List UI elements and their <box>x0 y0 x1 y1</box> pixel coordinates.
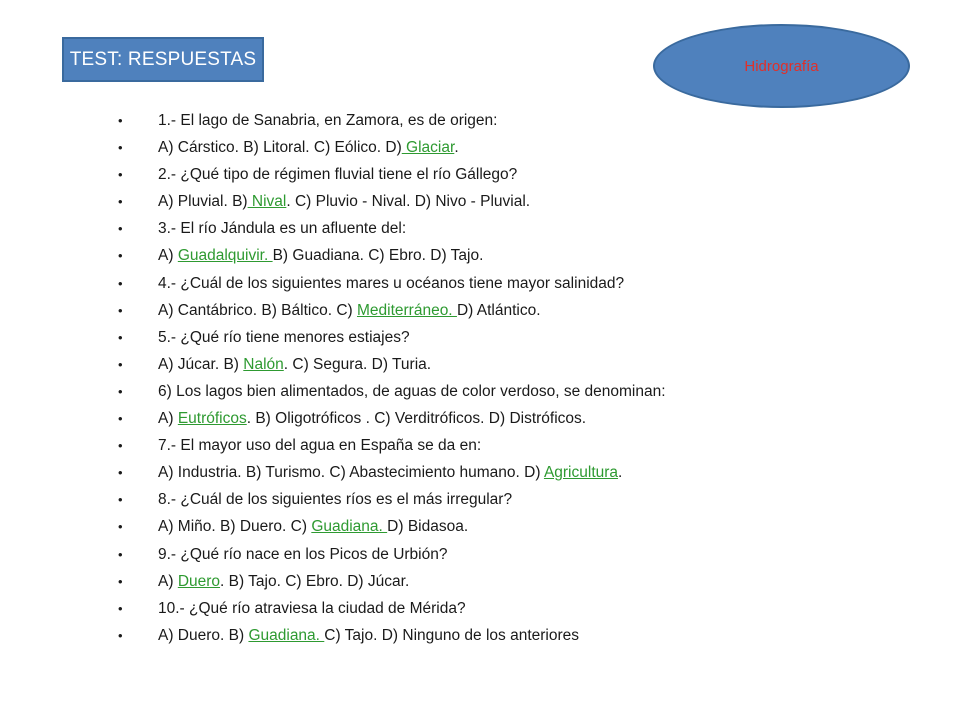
answer-link[interactable]: Eutróficos <box>177 410 247 428</box>
list-item <box>0 378 666 405</box>
list-item <box>0 161 666 188</box>
item-text: 3.- El río Jándula es un afluente del: <box>158 220 407 238</box>
bullet-icon: • <box>118 113 123 128</box>
item-text: B) Guadiana. C) Ebro. D) Tajo. <box>272 247 484 265</box>
item-text: 6) Los lagos bien alimentados, de aguas de color verdoso, se denominan: <box>158 382 666 400</box>
item-text: A) Duero. B) <box>158 626 249 644</box>
bullet-icon: • <box>118 627 123 643</box>
item-text: . B) Tajo. C) Ebro. D) Júcar. <box>220 572 410 590</box>
item-text: C) Tajo. D) Ninguno de los anteriores <box>324 626 580 644</box>
list-item <box>0 215 666 242</box>
answer-link[interactable]: Guadalquivir. <box>177 247 273 265</box>
list-item <box>0 270 666 297</box>
item-text: 7.- El mayor uso del agua en España se da en: <box>158 437 482 455</box>
bullet-icon: • <box>118 275 123 291</box>
list-item <box>0 405 666 432</box>
bullet-icon: • <box>118 411 123 427</box>
bullet-icon: • <box>118 492 123 508</box>
slide-title: TEST: RESPUESTAS <box>62 37 264 82</box>
item-text: . <box>454 139 459 157</box>
bullet-icon: • <box>118 167 123 183</box>
list-item <box>0 486 666 513</box>
list-item <box>0 107 666 134</box>
item-text: . C) Pluvio - Nival. D) Nivo - Pluvial. <box>286 193 531 211</box>
bullet-icon: • <box>118 573 123 589</box>
item-text: A) <box>158 247 178 265</box>
bullet-icon: • <box>118 519 123 535</box>
item-text: A) Cárstico. B) Litoral. C) Eólico. D) <box>158 139 402 157</box>
question-answer-list <box>0 107 666 649</box>
bullet-icon: • <box>118 438 123 454</box>
item-text: 1.- El lago de Sanabria, en Zamora, es de origen: <box>158 112 498 129</box>
answer-link[interactable]: Agricultura <box>543 464 619 482</box>
item-text: 8.- ¿Cuál de los siguientes ríos es el más irregular? <box>158 491 513 509</box>
list-item <box>0 324 666 351</box>
list-item <box>0 242 666 269</box>
item-text: A) <box>158 572 178 590</box>
answer-link[interactable]: Guadiana. <box>311 518 388 536</box>
bullet-icon: • <box>118 248 123 264</box>
answer-link[interactable]: Nalón <box>243 355 284 373</box>
item-text: A) Júcar. B) <box>158 355 244 373</box>
list-item <box>0 134 666 161</box>
bullet-icon: • <box>118 194 123 210</box>
item-text: 4.- ¿Cuál de los siguientes mares u océanos tiene mayor salinidad? <box>158 274 625 292</box>
list-item <box>0 188 666 215</box>
list-item <box>0 541 666 568</box>
item-text: . <box>618 464 623 482</box>
item-text: . C) Segura. D) Turia. <box>283 355 432 373</box>
list-item <box>0 568 666 595</box>
answer-link[interactable]: Mediterráneo. <box>356 301 457 319</box>
list-item <box>0 595 666 622</box>
item-text: A) <box>158 410 178 428</box>
list-item <box>0 432 666 459</box>
bullet-icon: • <box>118 546 123 562</box>
bullet-icon: • <box>118 356 123 372</box>
topic-ellipse: Hidrografía <box>653 24 910 108</box>
bullet-icon: • <box>118 465 123 481</box>
list-item <box>0 622 666 649</box>
bullet-icon: • <box>118 221 123 237</box>
item-text: A) Industria. B) Turismo. C) Abastecimiento humano. D) <box>158 464 544 482</box>
item-text: A) Miño. B) Duero. C) <box>158 518 312 536</box>
item-text: 5.- ¿Qué río tiene menores estiajes? <box>158 328 410 346</box>
list-item <box>0 351 666 378</box>
answer-link[interactable]: Duero <box>177 572 221 590</box>
list-item <box>0 513 666 540</box>
bullet-icon: • <box>118 140 123 156</box>
answer-link[interactable]: Nival <box>247 193 287 211</box>
item-text: A) Pluvial. B) <box>158 193 248 211</box>
item-text: 2.- ¿Qué tipo de régimen fluvial tiene el río Gállego? <box>158 166 518 184</box>
list-item <box>0 459 666 486</box>
answer-link[interactable]: Guadiana. <box>248 626 325 644</box>
bullet-icon: • <box>118 329 123 345</box>
list-item <box>0 297 666 324</box>
item-text: D) Bidasoa. <box>387 518 469 536</box>
bullet-icon: • <box>118 302 123 318</box>
item-text: . B) Oligotróficos . C) Verditróficos. D) Distróficos. <box>246 410 587 428</box>
answer-link[interactable]: Glaciar <box>401 139 455 157</box>
item-text: 9.- ¿Qué río nace en los Picos de Urbión? <box>158 545 448 563</box>
bullet-icon: • <box>118 383 123 399</box>
item-text: A) Cantábrico. B) Báltico. C) <box>158 301 357 319</box>
item-text: D) Atlántico. <box>456 301 541 319</box>
item-text: 10.- ¿Qué río atraviesa la ciudad de Mérida? <box>158 599 466 617</box>
bullet-icon: • <box>118 600 123 616</box>
